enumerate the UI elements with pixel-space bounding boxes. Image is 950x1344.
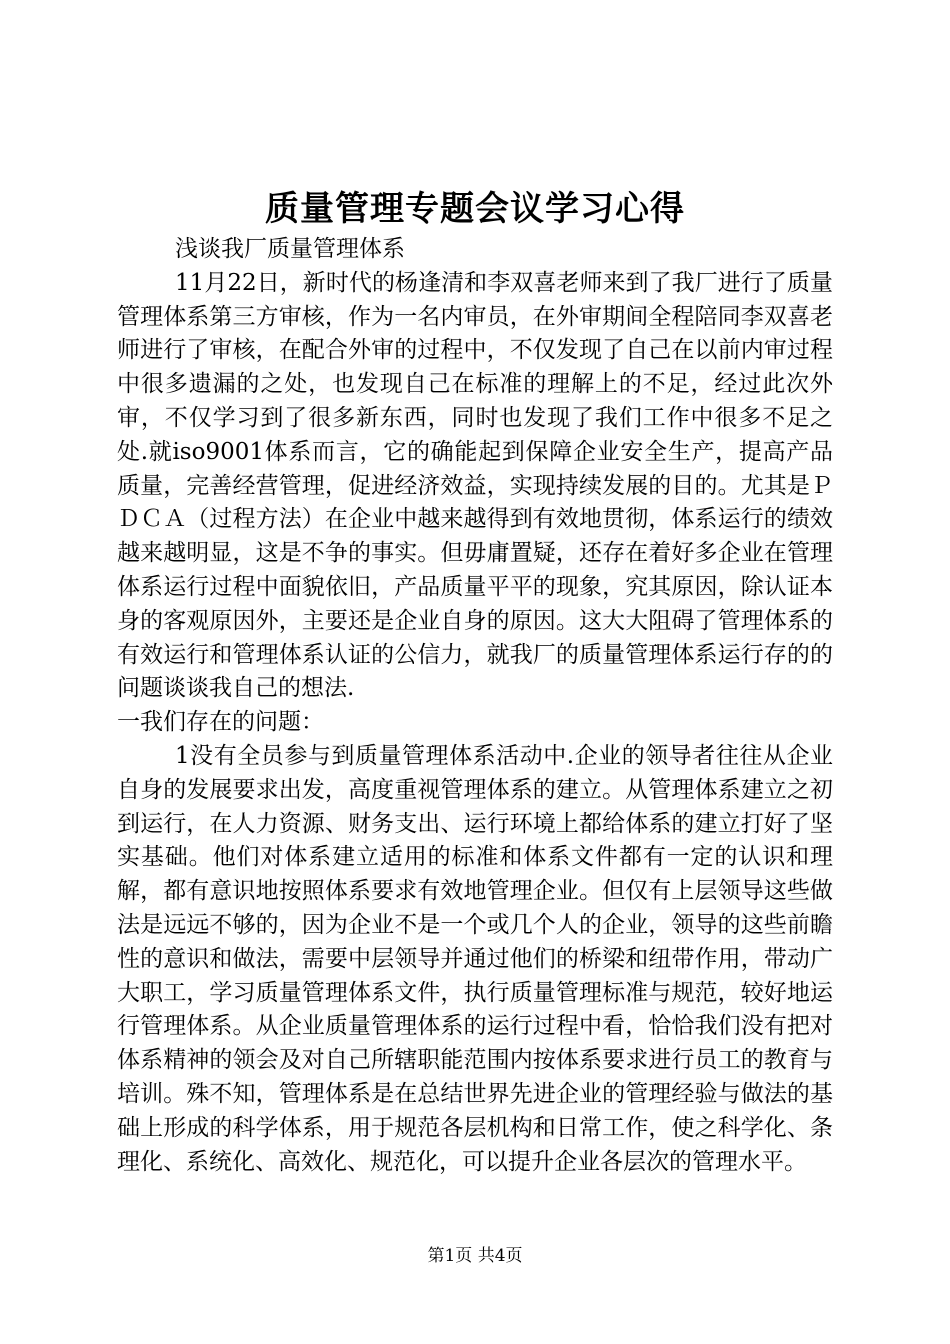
section-heading: 一我们存在的问题： — [117, 709, 324, 736]
body-paragraph: 1没有全员参与到质量管理体系活动中.企业的领导者往往从企业自身的发展要求出发，高度重视管理体系的建立。从管理体系建立之初到运行，在人力资源、财务支出、运行环境上都给体系的建立打好了坚实基础。他们对体系建立适用的标准和体系文件都有一定的认识和理解，都有意识地按照体系要求有效地管理企业。但仅有上层领导这些做法是远远不够的，因为企业不是一个或几个人的企业，领导的这些前瞻性的意识和做法，需要中层领导并通过他们的桥梁和纽带作用，带动广大职工，学习质量管理体系文件，执行质量管理标准与规范，较好地运行管理体系。从企业质量管理体系的运行过程中看，恰恰我们没有把对体系精神的领会及对自己所辖职能范围内按体系要求进行员工的教育与培训。殊不知，管理体系是在总结世界先进企业的管理经验与做法的基础上形成的科学体系，用于规范各层机构和日常工作，使之科学化、条理化、系统化、高效化、规范化，可以提升企业各层次的管理水平。 — [117, 742, 833, 1175]
document-body — [117, 233, 833, 1179]
page-number-footer: 第1页 共4页 — [427, 1246, 523, 1266]
subtitle-paragraph: 浅谈我厂质量管理体系 — [175, 236, 405, 262]
body-paragraph: 11月22日，新时代的杨逢清和李双喜老师来到了我厂进行了质量管理体系第三方审核，作为一名内审员，在外审期间全程陪同李双喜老师进行了审核，在配合外审的过程中，不仅发现了自己在以前内审过程中很多遗漏的之处，也发现自己在标准的理解上的不足，经过此次外审，不仅学习到了很多新东西，同时也发现了我们工作中很多不足之处.就iso9001体系而言，它的确能起到保障企业安全生产，提高产品质量，完善经营管理，促进经济效益，实现持续发展的目的。尤其是ＰＤＣＡ（过程方法）在企业中越来越得到有效地贯彻，体系运行的绩效越来越明显，这是不争的事实。但毋庸置疑，还存在着好多企业在管理体系运行过程中面貌依旧，产品质量平平的现象，究其原因，除认证本身的客观原因外，主要还是企业自身的原因。这大大阻碍了管理体系的有效运行和管理体系认证的公信力，就我厂的质量管理体系运行存的的问题谈谈我自己的想法. — [117, 269, 833, 702]
page-title: 质量管理专题会议学习心得 — [265, 189, 685, 229]
